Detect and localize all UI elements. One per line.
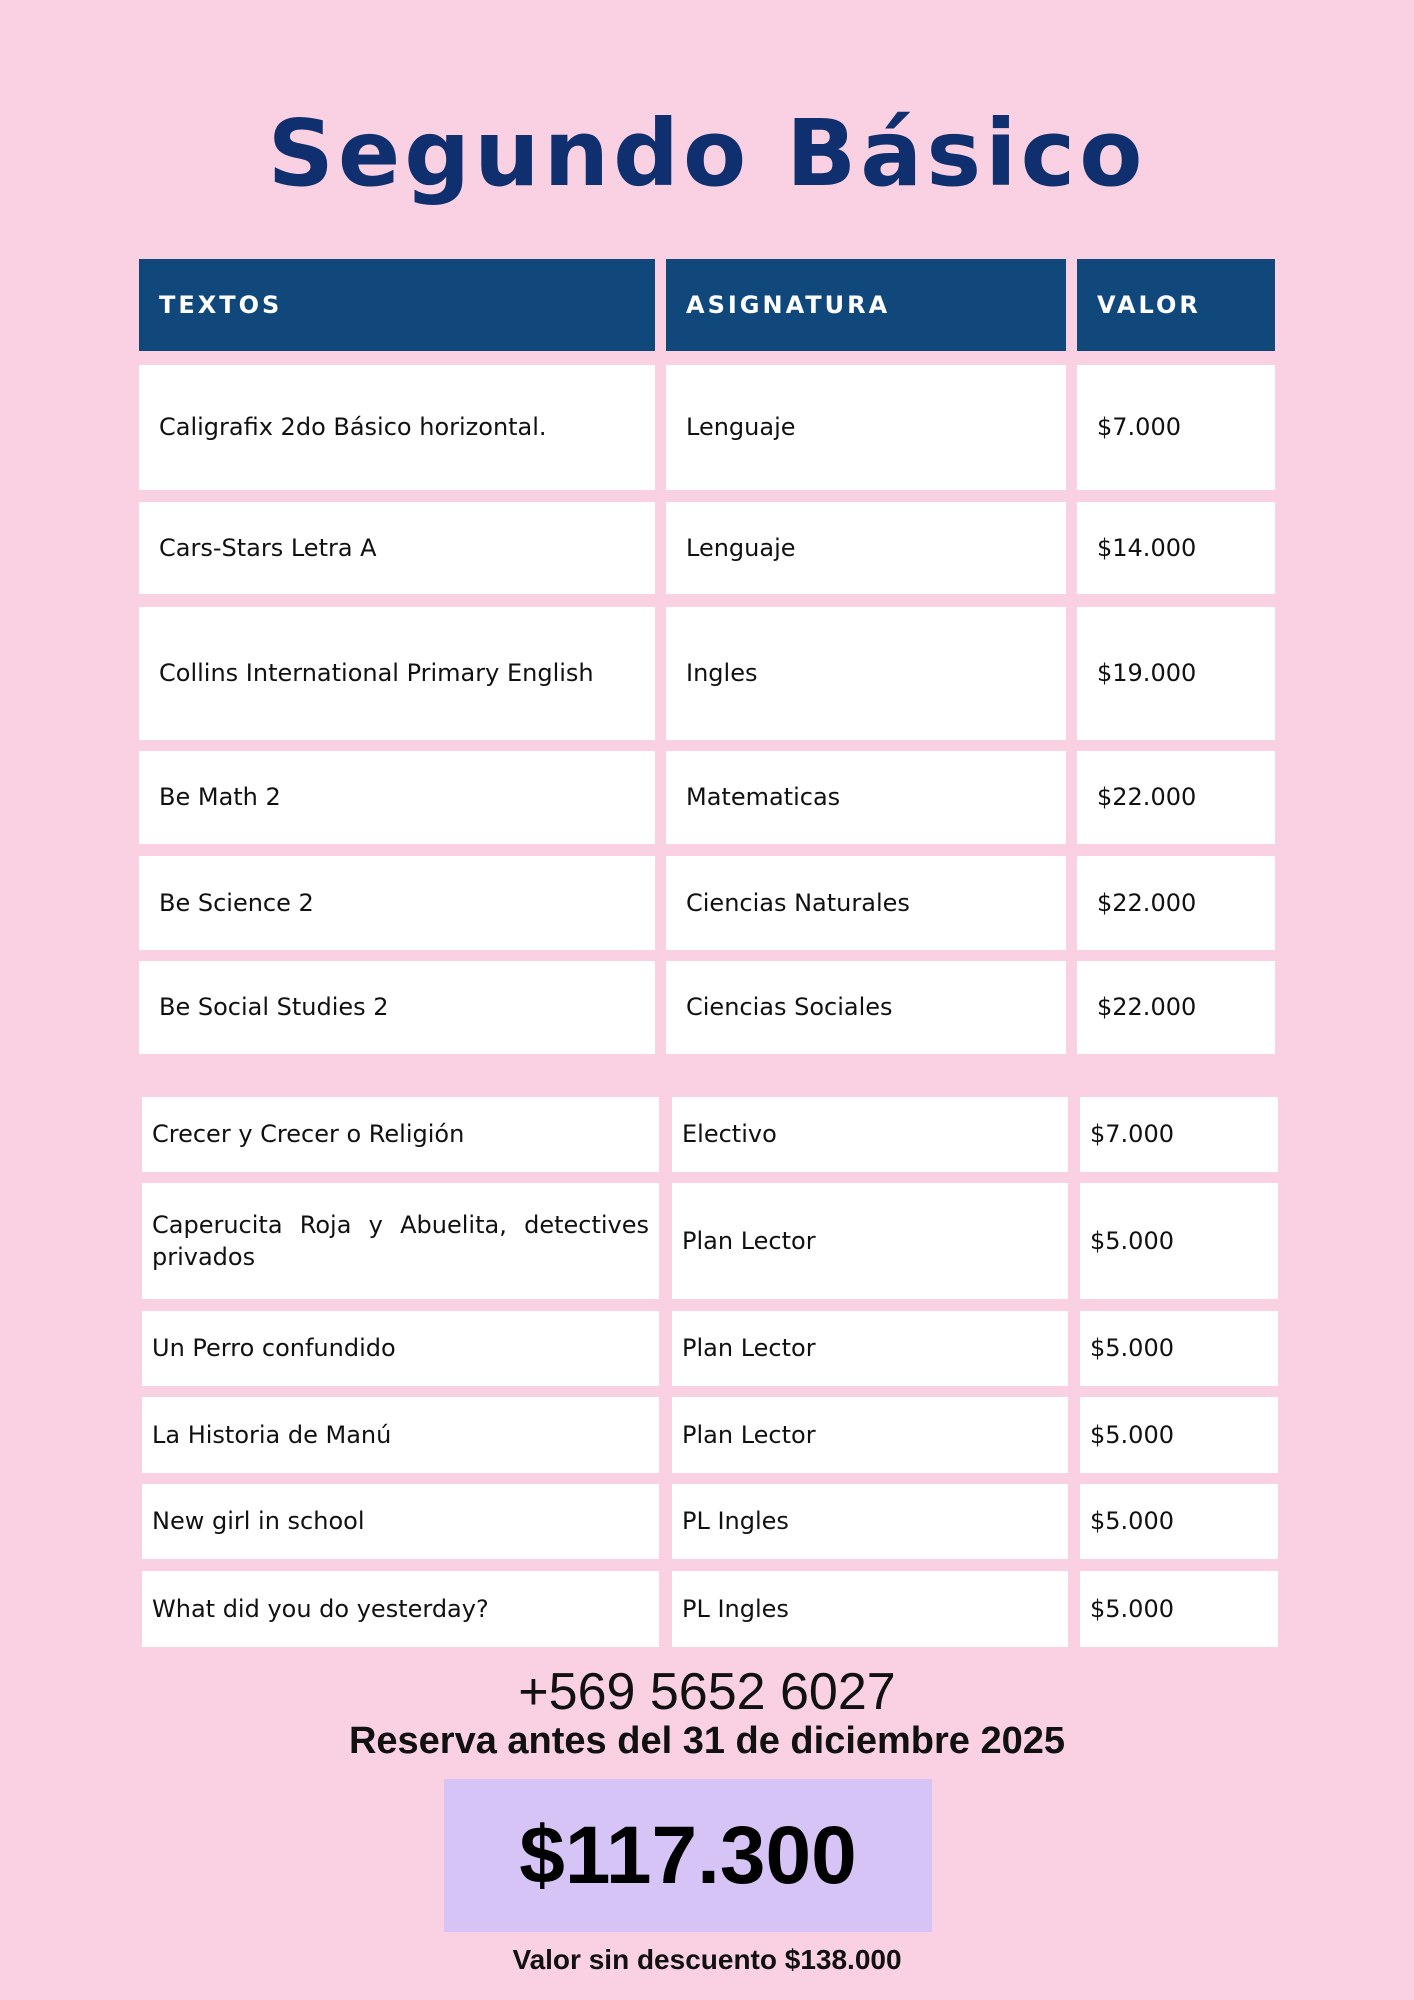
table-cell-valor	[1080, 1183, 1278, 1299]
table-cell-asignatura	[672, 1484, 1068, 1559]
total-price: $117.300	[519, 1809, 857, 1901]
table-cell-texto	[142, 1311, 659, 1386]
header-label: ASIGNATURA	[686, 290, 891, 319]
table-cell-asignatura	[672, 1311, 1068, 1386]
cell-text: Caperucita Roja y Abuelita, detectives privados	[152, 1210, 649, 1271]
cell-text: Be Science 2	[159, 888, 314, 917]
cell-text: $7.000	[1090, 1120, 1174, 1149]
phone-number: +569 5652 6027	[518, 1663, 896, 1721]
table-cell-valor	[1077, 502, 1275, 594]
cell-text: Un Perro confundido	[152, 1334, 396, 1363]
header-valor	[1077, 259, 1275, 351]
cell-text: $19.000	[1097, 659, 1197, 688]
header-asignatura	[666, 259, 1066, 351]
table-cell-asignatura	[666, 856, 1066, 950]
table-cell-valor	[1077, 856, 1275, 950]
table-cell-asignatura	[666, 961, 1066, 1054]
cell-text: $22.000	[1097, 888, 1197, 917]
cell-text: Plan Lector	[682, 1420, 816, 1449]
table-cell-texto	[139, 961, 655, 1054]
price-without-discount: Valor sin descuento $138.000	[512, 1944, 902, 1975]
cell-text: Cars-Stars Letra A	[159, 533, 377, 562]
table-cell-asignatura	[666, 365, 1066, 490]
table-cell-valor	[1080, 1311, 1278, 1386]
table-cell-valor	[1080, 1397, 1278, 1473]
table-cell-asignatura	[672, 1571, 1068, 1647]
cell-text: Ciencias Sociales	[686, 993, 893, 1022]
cell-text: Ingles	[686, 659, 758, 688]
table-cell-valor	[1080, 1097, 1278, 1172]
cell-text: Plan Lector	[682, 1226, 816, 1255]
table-cell-valor	[1077, 751, 1275, 844]
table-cell-asignatura	[672, 1183, 1068, 1299]
table-cell-texto	[142, 1571, 659, 1647]
cell-text: Matematicas	[686, 783, 841, 812]
cell-text: Caligrafix 2do Básico horizontal.	[159, 413, 547, 442]
table-cell-texto	[139, 502, 655, 594]
cell-text: What did you do yesterday?	[152, 1594, 489, 1623]
table-cell-valor	[1077, 607, 1275, 740]
cell-text: $5.000	[1090, 1420, 1174, 1449]
cell-text: $5.000	[1090, 1594, 1174, 1623]
cell-text: New girl in school	[152, 1507, 365, 1536]
cell-text: $22.000	[1097, 783, 1197, 812]
header-textos	[139, 259, 655, 351]
table-cell-texto	[142, 1183, 659, 1299]
table-cell-valor	[1077, 365, 1275, 490]
cell-text: $5.000	[1090, 1507, 1174, 1536]
table-cell-valor	[1077, 961, 1275, 1054]
table-cell-asignatura	[672, 1097, 1068, 1172]
cell-text: $5.000	[1090, 1334, 1174, 1363]
table-cell-texto	[142, 1097, 659, 1172]
cell-text: $22.000	[1097, 993, 1197, 1022]
table-cell-asignatura	[672, 1397, 1068, 1473]
cell-text: La Historia de Manú	[152, 1420, 392, 1449]
header-label: TEXTOS	[159, 290, 283, 319]
table-cell-asignatura	[666, 751, 1066, 844]
cell-text: Be Social Studies 2	[159, 993, 389, 1022]
cell-text: Be Math 2	[159, 783, 281, 812]
cell-text: Lenguaje	[686, 533, 796, 562]
table-cell-texto	[139, 856, 655, 950]
cell-text: $7.000	[1097, 413, 1181, 442]
table-cell-asignatura	[666, 607, 1066, 740]
total-price-box	[444, 1779, 932, 1932]
cell-text: Lenguaje	[686, 413, 796, 442]
cell-text: PL Ingles	[682, 1507, 789, 1536]
table-cell-texto	[142, 1397, 659, 1473]
cell-text: Ciencias Naturales	[686, 888, 910, 917]
cell-text: Crecer y Crecer o Religión	[152, 1120, 465, 1149]
table-cell-texto	[139, 607, 655, 740]
cell-text: PL Ingles	[682, 1594, 789, 1623]
table-cell-valor	[1080, 1571, 1278, 1647]
cell-text: $5.000	[1090, 1226, 1174, 1255]
reservation-deadline: Reserva antes del 31 de diciembre 2025	[348, 1720, 1066, 1762]
header-label: VALOR	[1097, 290, 1201, 319]
cell-text: Electivo	[682, 1120, 777, 1149]
table-cell-texto	[139, 365, 655, 490]
table-cell-asignatura	[666, 502, 1066, 594]
table-cell-texto	[139, 751, 655, 844]
table-cell-valor	[1080, 1484, 1278, 1559]
table-cell-texto	[142, 1484, 659, 1559]
cell-text: $14.000	[1097, 533, 1197, 562]
page-title: Segundo Básico	[267, 100, 1147, 207]
cell-text: Plan Lector	[682, 1334, 816, 1363]
cell-text: Collins International Primary English	[159, 659, 594, 688]
